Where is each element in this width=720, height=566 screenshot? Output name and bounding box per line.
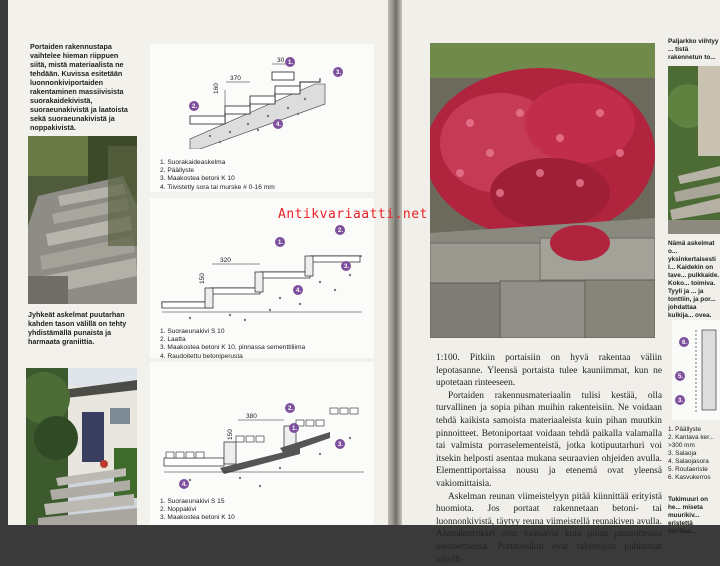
- diagram-1-drawing: [150, 44, 374, 149]
- callout-1: [275, 237, 285, 247]
- legend-item: 1. Päällyste: [668, 426, 702, 433]
- callout-2: [189, 101, 199, 111]
- legend-item: 4. Raudoitettu betoniperusta: [160, 352, 243, 360]
- side-caption-bottom: Tukimuuri on he... miseta muurikiv... eristettä tarvitaa...: [668, 496, 708, 535]
- dim-380: 380: [246, 413, 257, 420]
- diagram-2-legend: [160, 328, 305, 361]
- dim-150: 150: [227, 429, 234, 440]
- side-caption-mid: Nämä askelmat o... yksinkertaisesti l... Kaidekin on tave... pulkkaide. Koko... toimiva. Tyyli ja ... ja tonttiin, ja por... johdattaa kulkija... ovea.: [668, 240, 720, 319]
- dim-30: 30: [277, 57, 285, 64]
- dim-150: 150: [199, 273, 206, 284]
- svg-text:4.: 4.: [182, 482, 188, 488]
- legend-item: 4. Salaojasora: [668, 458, 709, 465]
- photo-caption: Jyhkeät askelmat puutarhan kahden tason välillä on tehty yhdistämällä punaista ja harmaata graniittia.: [28, 310, 127, 346]
- svg-text:3.: 3.: [344, 264, 350, 270]
- svg-text:2.: 2.: [192, 104, 198, 110]
- diagram-2-drawing: [150, 220, 374, 325]
- side-caption-top: Paljarkko viihtyy ... tistä rakennetun to...: [668, 38, 719, 61]
- svg-text:6.: 6.: [682, 340, 688, 346]
- side-stairs-image: [668, 66, 720, 234]
- svg-text:1.: 1.: [288, 60, 294, 66]
- svg-text:4.: 4.: [296, 288, 302, 294]
- callout-6: [679, 337, 689, 347]
- legend-item: 6. Kasvukerros: [668, 474, 711, 481]
- side-wall-diagram: [672, 320, 720, 420]
- svg-text:2.: 2.: [338, 228, 344, 234]
- stone-stairs-photo: [28, 136, 137, 304]
- flower-wall-image: [430, 43, 655, 338]
- callout-5: [675, 371, 685, 381]
- svg-text:5.: 5.: [678, 374, 684, 380]
- legend-item: 3. Salaoja: [668, 450, 697, 457]
- side-legend: [668, 426, 720, 482]
- side-stairs-photo: [668, 66, 720, 234]
- house-entrance-photo: [26, 368, 137, 525]
- legend-item: 2. Laatta: [160, 336, 186, 344]
- article-body: [436, 352, 662, 566]
- flower-wall-photo: [430, 43, 655, 338]
- dim-370: 370: [230, 75, 241, 82]
- svg-text:3.: 3.: [338, 442, 344, 448]
- callout-3: [341, 261, 351, 271]
- stone-stairs-image: [28, 136, 137, 304]
- callout-1: [289, 423, 299, 433]
- legend-item: 2. Kantava ker... >300 mm: [668, 434, 715, 449]
- callout-2: [285, 403, 295, 413]
- svg-text:1.: 1.: [278, 240, 284, 246]
- legend-item: 1. Suorakaideaskelma: [160, 159, 226, 166]
- callout-4: [293, 285, 303, 295]
- callout-3: [333, 67, 343, 77]
- callout-4: [273, 119, 283, 129]
- svg-text:2.: 2.: [288, 406, 294, 412]
- svg-text:3.: 3.: [336, 70, 342, 76]
- book-gutter: [388, 0, 402, 525]
- svg-text:4.: 4.: [276, 122, 282, 128]
- paragraph: 1:100. Pitkiin portaisiin on hyvä rakentaa väliin lepotasanne. Yleensä portaista tulee kauniimmat, kun ne upotetaan rinteeseen.: [436, 353, 662, 389]
- diagram-1-legend: [160, 159, 275, 192]
- intro-caption: Portaiden rakennustapa vaihtelee hieman riippuen siitä, mistä materiaalista ne tehdään. Kuvissa esitetään luonnonkiviportaiden rakentaminen massiivisista suorakaidekivistä, suoraeunakivistä ja laatoista sekä suoraeunakivistä ja noppakivistä.: [30, 42, 128, 132]
- legend-item: 1. Suoraeunakivi S 15: [160, 498, 225, 505]
- legend-item: 2. Päällyste: [160, 167, 195, 175]
- callout-4: [179, 479, 189, 489]
- callout-3: [675, 395, 685, 405]
- legend-item: 4. Tiivistetty sora tai murske # 0-16 mm: [160, 183, 275, 191]
- dim-160: 160: [213, 83, 220, 94]
- legend-item: 5. Routaeriste: [668, 466, 708, 473]
- svg-text:3.: 3.: [678, 398, 684, 404]
- legend-item: 3. Maakostea betoni K 10, pinnassa sementtiliima: [160, 344, 306, 352]
- diagram-3-legend: [160, 498, 235, 523]
- paragraph: Portaiden rakennusmateriaalin tulisi kestää, olla turvallinen ja sopia pihan muihin rakenteisiin. Ne voidaan tehdä kaikista samoista materiaaleista kuin pihan muutkin pinnoitteet. Betoniportaat voidaan tehdä paikalla valamalla tai valmista porraselementeistä, jotka kotipuutarhuri voi itsekin helposti asentaa mukana seuraavien ohjeiden avulla. Elementtiportaissa nousu ja etenemä ovat yleensä vakiomittaisia.: [436, 390, 662, 489]
- house-entrance-image: [26, 368, 137, 525]
- callout-1: [285, 57, 295, 67]
- diagram-3-drawing: [150, 398, 374, 496]
- legend-item: 3. Maakostea betoni K 10: [160, 175, 235, 183]
- legend-item: 1. Suoraeunakivi S 10: [160, 328, 225, 335]
- svg-text:1.: 1.: [292, 426, 298, 432]
- paragraph: Askelman reunan viimeistelyyn pitää kiinnittää erityistä huomiota. Jos portaat rakennetaan betoni- tai luonnonkivistä, täytyy reuna viimeistellä reunakiven avulla. Alustakerrokset ovat vastaavat kuin pihan pinnoitteissa asennettaessa. Portaissakin ovat rakentajan pahimmat viholli-: [436, 491, 662, 565]
- callout-3: [335, 439, 345, 449]
- watermark-text: Antikvariaatti.net: [278, 207, 428, 222]
- legend-item: 3. Maakostea betoni K 10: [160, 514, 235, 522]
- legend-item: 2. Noppakivi: [160, 506, 197, 514]
- callout-2: [335, 225, 345, 235]
- dim-320: 320: [220, 257, 231, 264]
